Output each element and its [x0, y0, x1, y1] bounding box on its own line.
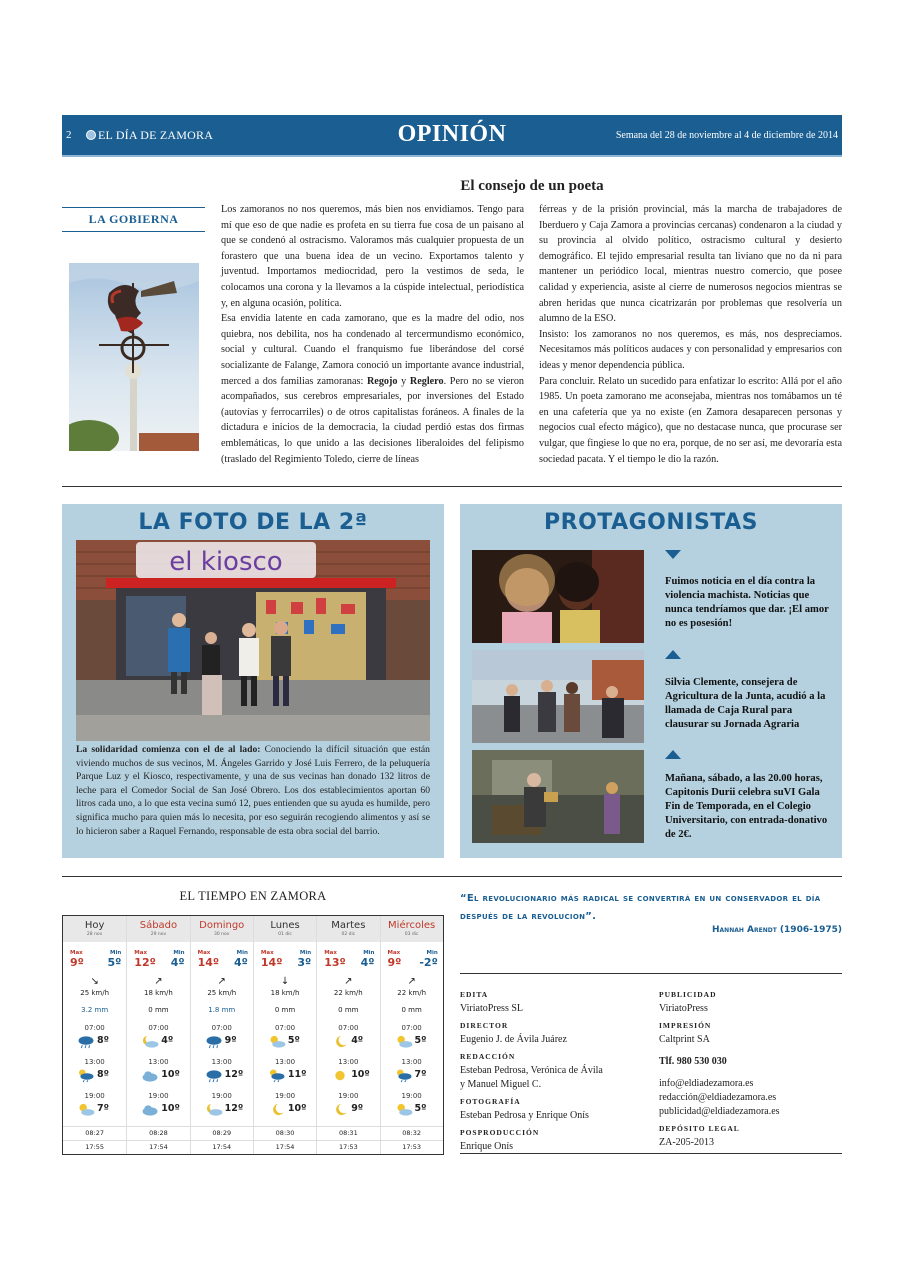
weather-title: EL TIEMPO EN ZAMORA — [179, 889, 327, 903]
wind-direction-icon: ↘ — [90, 976, 99, 987]
sunset-time: 17:55 — [85, 1143, 105, 1151]
sunset-time: 17:54 — [149, 1143, 168, 1151]
hour-temp: 5º — [287, 1035, 300, 1046]
protagonista-photo-2 — [472, 650, 644, 743]
email-redaccion[interactable]: redacción@eldiadezamora.es — [659, 1092, 777, 1103]
moon-icon — [331, 1035, 349, 1049]
article-kicker: LA GOBIERNA — [62, 207, 205, 232]
max-temp: 14º — [197, 956, 220, 969]
sunset-time: 17:54 — [275, 1143, 295, 1151]
min-temp: 4º — [234, 956, 248, 969]
protagonista-text-2: Silvia Clemente, consejera de Agricultura de la Junta, acudió a la llamada de Caja Rural para clausurar su Jornada Agraria — [665, 677, 826, 730]
sunrise-time: 08:30 — [275, 1129, 295, 1137]
hour-label: 19:00 — [338, 1092, 359, 1100]
wind-direction-icon: ↗ — [217, 976, 226, 987]
weather-day-column — [380, 916, 443, 1154]
article-paragraph: Insisto: los zamoranos no nos queremos, es más, nos despreciamos. Necesitamos más políticos audaces y con personalidad y empresarios con ideas y menor dependencia pública. — [539, 328, 842, 371]
credit-label: PUBLICIDAD — [659, 990, 717, 999]
quote-author: Hannah Arendt (1906-1975) — [712, 925, 842, 935]
hour-label: 13:00 — [148, 1058, 169, 1066]
hour-label: 13:00 — [401, 1058, 422, 1066]
article-column-1 — [221, 202, 524, 467]
min-temp: 4º — [360, 956, 375, 969]
hour-label: 07:00 — [148, 1024, 169, 1032]
rainfall: 1.8 mm — [208, 1006, 236, 1014]
header-rule — [62, 155, 842, 157]
trend-up-icon — [665, 650, 681, 659]
max-temp: 9º — [387, 956, 402, 969]
rain-icon — [77, 1035, 95, 1049]
credit-label: DEPÓSITO LEGAL — [659, 1124, 740, 1133]
cloud-icon — [141, 1069, 159, 1083]
suncloud-icon — [268, 1035, 286, 1049]
hour-temp: 8º — [97, 1069, 109, 1080]
section-divider — [62, 486, 842, 487]
wind-speed: 22 km/h — [397, 989, 427, 997]
rainfall: 0 mm — [401, 1006, 422, 1014]
sun-icon — [331, 1069, 349, 1083]
sunrise-time: 08:29 — [212, 1129, 232, 1137]
credit-value: Enrique Onís — [460, 1141, 514, 1152]
credit-label: IMPRESIÓN — [659, 1021, 712, 1030]
hour-label: 07:00 — [84, 1024, 105, 1032]
sunset-time: 17:53 — [338, 1143, 358, 1151]
sunrain-icon — [395, 1069, 413, 1083]
credit-label: FOTOGRAFÍA — [460, 1097, 521, 1106]
weather-day-column — [126, 916, 189, 1154]
weather-row-separator — [63, 1126, 443, 1127]
rainfall: 0 mm — [338, 1006, 359, 1014]
protagonistas-box — [460, 504, 842, 858]
min-temp: 3º — [297, 956, 312, 969]
protagonistas-title: PROTAGONISTAS — [544, 510, 758, 535]
hour-label: 19:00 — [84, 1092, 105, 1100]
credit-label: POSPRODUCCIÓN — [460, 1128, 540, 1137]
min-temp: 4º — [170, 956, 185, 969]
min-label: Min — [426, 950, 438, 956]
hour-label: 07:00 — [274, 1024, 296, 1032]
wind-speed: 25 km/h — [80, 989, 110, 997]
wind-direction-icon: ↓ — [280, 976, 290, 987]
hour-label: 13:00 — [338, 1058, 359, 1066]
page-header — [62, 115, 842, 155]
sunrise-time: 08:28 — [149, 1129, 168, 1137]
min-label: Min — [110, 950, 122, 956]
weather-day-column — [190, 916, 253, 1154]
hour-label: 07:00 — [401, 1024, 422, 1032]
sunrain-icon — [268, 1069, 286, 1083]
issue-date: Semana del 28 de noviembre al 4 de diciembre de 2014 — [615, 130, 838, 141]
sunrise-time: 08:27 — [85, 1129, 105, 1137]
wind-direction-icon: ↗ — [407, 976, 416, 987]
hour-temp: 10º — [351, 1069, 370, 1080]
weather-table — [62, 915, 444, 1155]
weather-day-column — [316, 916, 379, 1154]
sunrise-time: 08:31 — [338, 1129, 358, 1137]
credit-value: Caltprint SA — [659, 1034, 710, 1045]
max-label: Max — [387, 950, 401, 956]
hour-label: 19:00 — [401, 1092, 422, 1100]
credit-value: ZA-205-2013 — [659, 1137, 714, 1148]
credit-value: ViriatoPress SL — [460, 1003, 524, 1014]
min-temp: -2º — [419, 956, 438, 969]
mooncloud-icon — [205, 1103, 223, 1117]
foto-caption: La solidaridad comienza con el de al lado: Conociendo la difícil situación que están viviendo muchos de sus vecinos, M. Ángeles Garrido y José Luis Ferrero, de la peluquería Parque Luz y el Kiosco, respectivamente, y una de sus vecinas han donado 132 litros de leche para el Comedor Social de San José Obrero. Los dos establecimientos aportan 60 litros cada uno, a lo que esta vecina sumó 12, pues entienden que su ayuda es humilde, pero significa mucho para quien más lo necesita, por eso seguirán recogiendo alimentos y así se lo hicieron saber a Raquel Fernando, responsable de esta obra social del barrio. — [76, 744, 430, 837]
hour-temp: 12º — [224, 1103, 244, 1114]
hour-temp: 4º — [161, 1035, 174, 1046]
rainfall: 0 mm — [274, 1006, 296, 1014]
cloud-icon — [141, 1103, 159, 1117]
wind-speed: 22 km/h — [333, 989, 363, 997]
hour-temp: 11º — [287, 1069, 307, 1080]
max-temp: 14º — [260, 956, 283, 969]
rain-icon — [205, 1035, 223, 1049]
article-paragraph: Esa envidia latente en cada zamorano, que es la madre del odio, nos quiebra, nos debilita, nos ha condenado al tercermundismo económico, social y cultural. Cuando el franquismo fue liberándose del corsé socializante de Falange, Zamora conoció un importante avance industrial, merced a dos familias zamoranas: Regojo y Reglero. Pero no se vieron acompañados, sus cerebros empresariales, por inversiones del Estado (autovías y ferrocarriles) o de otros capitalistas foráneos. A finales de la dictadura e inicios de la democracia, la ciudad perdió estas dos firmas emblemáticas, lo que unido a las decisiones liberaloides del felipismo (traslado del Regimiento Toledo, cierre de líneas — [221, 313, 525, 465]
credit-label: REDACCIÓN — [460, 1052, 516, 1061]
hour-label: 13:00 — [84, 1058, 105, 1066]
trend-down-icon — [665, 550, 681, 559]
credit-value: ViriatoPress — [659, 1003, 708, 1014]
article-paragraph: Los zamoranos no nos queremos, más bien nos envidiamos. Tengo para mí que eso de que nadie es profeta en su tierra fue cosa de un paisano al que se condenó al ostracismo. Valoramos más cualquier propuesta de un forastero que una buena idea de un vecino. Exportamos talento y juventud. Importamos mediocridad, pero la vestimos de seda, le colocamos una corona y la llevamos a la cúspide intelectual, periodística y, en alguna ocasión, política. — [221, 204, 524, 309]
protagonista-text-1: Fuimos noticia en el día contra la violencia machista. Noticias que nunca tendríamos que dar. ¡El amor no es posesión! — [665, 576, 829, 629]
sunset-time: 17:53 — [402, 1143, 422, 1151]
hour-temp: 7º — [414, 1069, 427, 1080]
weather-row-separator — [63, 1140, 443, 1141]
hour-label: 19:00 — [211, 1092, 232, 1100]
hour-label: 19:00 — [148, 1092, 169, 1100]
suncloud-icon — [395, 1035, 413, 1049]
protagonista-photo-1 — [472, 550, 644, 643]
protagonista-photo-3 — [472, 750, 644, 843]
wind-direction-icon: ↗ — [344, 976, 353, 987]
page-number: 2 — [66, 129, 72, 141]
min-temp: 5º — [107, 956, 122, 969]
max-label: Max — [260, 950, 274, 956]
article-paragraph: férreas y de la prisión provincial, más la marcha de trabajadores de Iberduero y Caja Zamora a provincias cercanas) condenaron a la ciudad y su provincia al olvido político, ostracismo cultural y desierto demográfico. El tejido empresarial resulta tan liviano que no da ni para mantener un periódico local, mientras nuestro comercio, que posee calidad y experiencia, asiste al cierre de numerosos negocios mientras se abren heridas que nunca cicatrizarán por problemas que resolvería un alumno de la ESO. — [539, 204, 842, 325]
min-label: Min — [173, 950, 185, 956]
sunrain-icon — [77, 1069, 95, 1083]
wind-speed: 18 km/h — [144, 989, 173, 997]
rain-icon — [205, 1069, 223, 1083]
hour-temp: 10º — [287, 1103, 307, 1114]
hour-label: 19:00 — [274, 1092, 296, 1100]
credit-value: Esteban Pedrosa, Verónica de Ávila — [460, 1065, 603, 1076]
weather-day-date: 28 nov — [86, 932, 103, 937]
quote-text: “El revolucionario más radical se convertirá en un conservador el día después de la revolucion”. — [460, 893, 821, 922]
section-title: OPINIÓN — [397, 121, 507, 147]
foto-title: LA FOTO DE LA 2ª — [138, 510, 368, 535]
credit-value: Eugenio J. de Ávila Juárez — [460, 1034, 567, 1045]
credits-top-rule — [460, 973, 842, 974]
section-divider — [62, 876, 842, 877]
max-temp: 13º — [324, 956, 346, 969]
max-label: Max — [70, 950, 83, 956]
article-column-2 — [539, 202, 842, 467]
credits-left — [460, 985, 650, 1154]
hour-temp: 4º — [351, 1035, 364, 1046]
hour-label: 13:00 — [274, 1058, 296, 1066]
mooncloud-icon — [141, 1035, 159, 1049]
max-label: Max — [324, 950, 337, 956]
article-paragraph: Para concluir. Relato un sucedido para enfatizar lo escrito: Allá por el año 1985. Un poeta zamorano me aconsejaba, mientras nos tomábamos un té en una cafetería que ya no existe (en Zamora desaparecen personas y negocios cual efecto mágico), que no destacase nunca, que procurase ser vulgar, que fingiese lo que no era, porque, de no ser así, me devoraría esta sociedad pacata. Y el tiempo le dio la razón. — [539, 375, 842, 465]
suncloud-icon — [395, 1103, 413, 1117]
wind-speed: 18 km/h — [270, 989, 300, 997]
credit-label: EDITA — [460, 990, 489, 999]
weather-day-date: 02 dic — [341, 932, 356, 937]
max-temp: 12º — [134, 956, 156, 969]
weathervane-photo — [69, 263, 199, 451]
newspaper-brand: EL DÍA DE ZAMORA — [86, 128, 213, 143]
credits-bottom-rule — [460, 1153, 842, 1154]
max-label: Max — [134, 950, 148, 956]
weather-day-name: Lunes — [270, 920, 300, 931]
hour-label: 07:00 — [338, 1024, 359, 1032]
hour-temp: 12º — [224, 1069, 244, 1080]
wind-direction-icon: ↗ — [154, 976, 163, 987]
weather-day-date: 01 dic — [278, 932, 292, 937]
hour-temp: 10º — [161, 1069, 180, 1080]
phone-number: Tlf. 980 530 030 — [659, 1056, 727, 1067]
min-label: Min — [236, 950, 248, 956]
rainfall: 3.2 mm — [81, 1006, 109, 1014]
foto-box — [62, 504, 444, 858]
hour-temp: 5º — [414, 1103, 427, 1114]
credit-value: Esteban Pedrosa y Enrique Onís — [460, 1110, 589, 1121]
credit-label: DIRECTOR — [460, 1021, 509, 1030]
email-publicidad[interactable]: publicidad@eldiadezamora.es — [659, 1106, 780, 1117]
trend-up-icon — [665, 750, 681, 759]
min-label: Min — [363, 950, 375, 956]
hour-temp: 7º — [97, 1103, 109, 1114]
weather-day-name: Martes — [331, 920, 366, 931]
moon-icon — [268, 1103, 286, 1117]
suncloud-icon — [77, 1103, 95, 1117]
weather-day-date: 30 nov — [214, 932, 230, 937]
kiosk-sign: el kiosco — [169, 547, 283, 577]
credit-value: y Manuel Miguel C. — [460, 1079, 542, 1090]
hour-temp: 5º — [414, 1035, 427, 1046]
moon-icon — [331, 1103, 349, 1117]
email-info[interactable]: info@eldiadezamora.es — [659, 1078, 754, 1089]
max-label: Max — [197, 950, 211, 956]
hour-temp: 8º — [97, 1035, 109, 1046]
rainfall: 0 mm — [148, 1006, 169, 1014]
min-label: Min — [299, 950, 312, 956]
max-temp: 9º — [70, 956, 84, 969]
weather-day-name: Domingo — [199, 920, 245, 931]
sunrise-time: 08:32 — [402, 1129, 422, 1137]
hour-temp: 10º — [161, 1103, 180, 1114]
weather-day-name: Hoy — [84, 920, 105, 931]
weather-day-date: 29 nov — [150, 932, 167, 937]
credits-right — [659, 985, 842, 1150]
weather-day-date: 03 dic — [404, 932, 419, 937]
weather-day-name: Sábado — [139, 920, 178, 931]
hour-label: 13:00 — [211, 1058, 232, 1066]
weather-day-column — [63, 916, 126, 1154]
kiosk-photo — [76, 540, 430, 741]
weather-day-column — [253, 916, 316, 1154]
hour-temp: 9º — [351, 1103, 364, 1114]
hour-label: 07:00 — [211, 1024, 232, 1032]
hour-temp: 9º — [224, 1035, 237, 1046]
protagonista-text-3: Mañana, sábado, a las 20.00 horas, Capitonis Durii celebra suVI Gala Fin de Temporada, en el Colegio Universitario, con entrada-donativo de 2€. — [665, 773, 828, 840]
wind-speed: 25 km/h — [207, 989, 237, 997]
article-title: El consejo de un poeta — [460, 178, 604, 194]
weather-day-name: Miércoles — [388, 920, 436, 931]
sunset-time: 17:54 — [212, 1143, 232, 1151]
